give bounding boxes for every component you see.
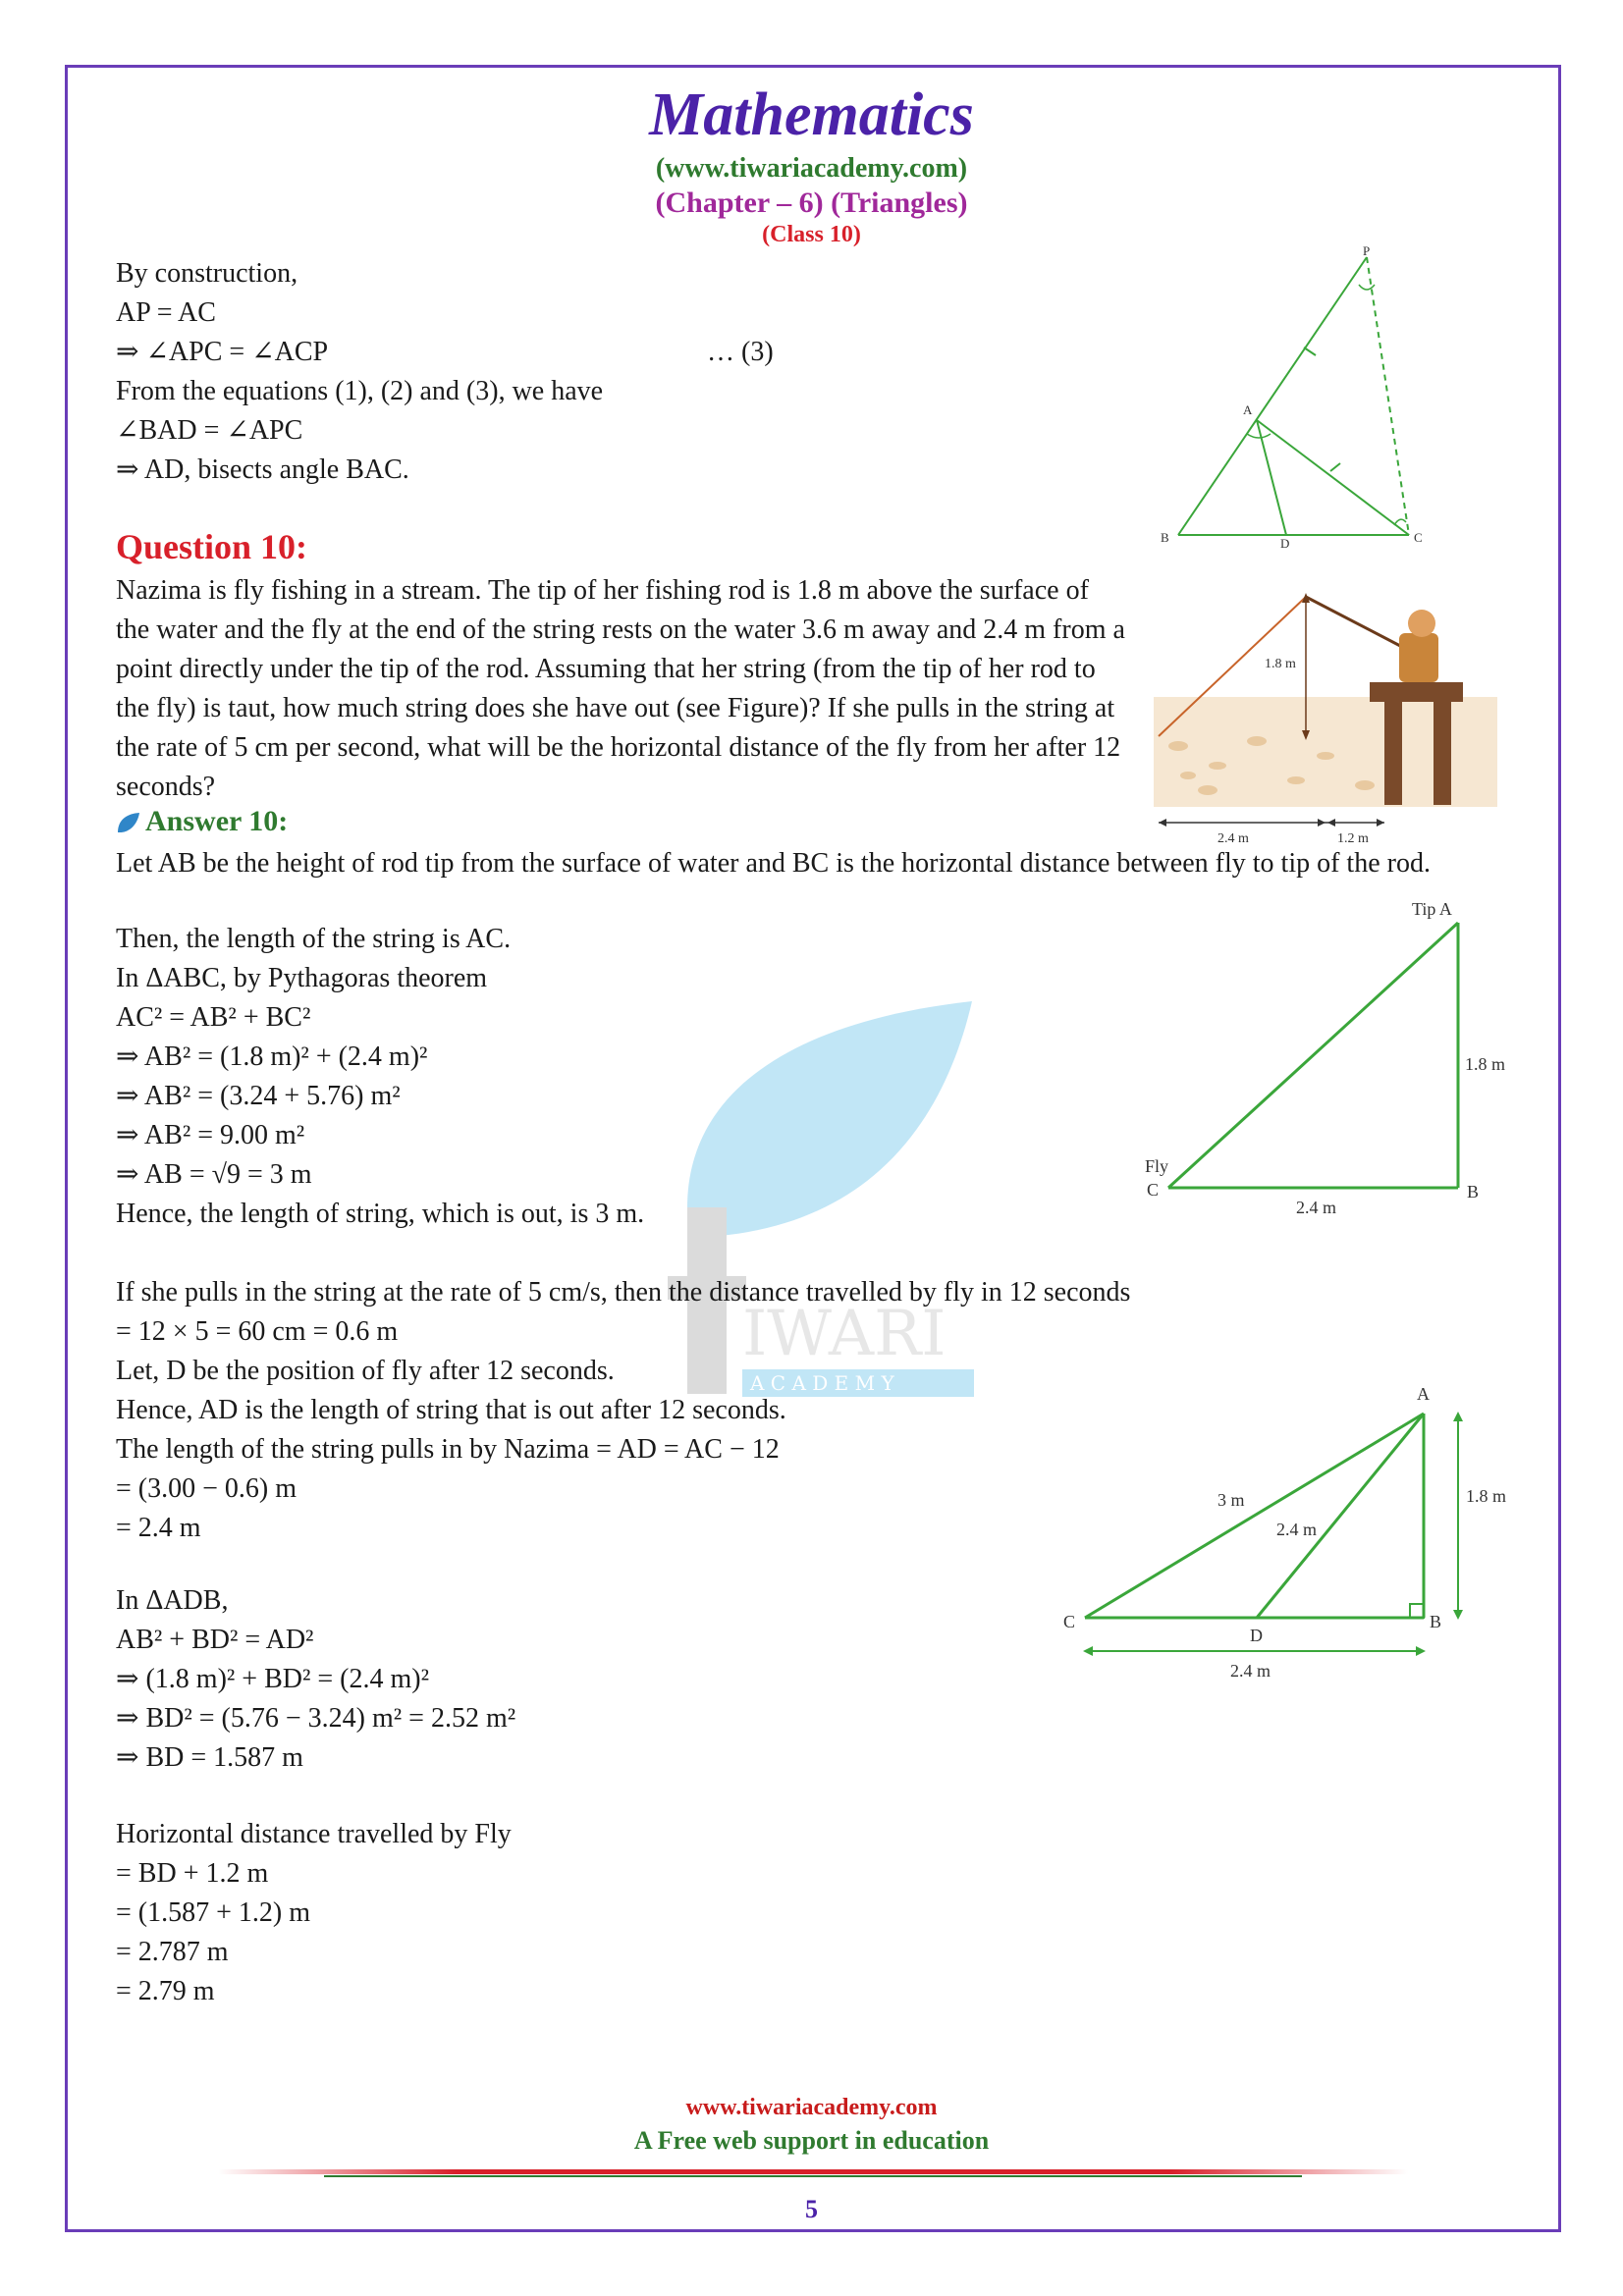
answer-line-b3: Let, D be the position of fly after 12 seconds. bbox=[116, 1356, 615, 1386]
answer-line-b6: = (3.00 − 0.6) m bbox=[116, 1473, 298, 1504]
page-number: 5 bbox=[805, 2195, 818, 2223]
figure-triangle-adb bbox=[1055, 1374, 1527, 1698]
figure-fishing-scene bbox=[1149, 589, 1502, 844]
answer-line-a4: ⇒ AB² = (1.8 m)² + (2.4 m)² bbox=[116, 1041, 428, 1072]
header-url: (www.tiwariacademy.com) bbox=[655, 153, 968, 184]
answer-line-a2: In ΔABC, by Pythagoras theorem bbox=[116, 963, 488, 993]
answer-line-a5: ⇒ AB² = (3.24 + 5.76) m² bbox=[116, 1081, 401, 1111]
fig1-label-a: A bbox=[1243, 402, 1253, 417]
proof-line-6: ⇒ AD, bisects angle BAC. bbox=[116, 454, 409, 485]
answer-line-a1: Then, the length of the string is AC. bbox=[116, 924, 512, 954]
answer-line-b7: = 2.4 m bbox=[116, 1513, 201, 1543]
answer-line-d2: = BD + 1.2 m bbox=[116, 1858, 269, 1889]
fig2-base-label: 2.4 m bbox=[1217, 831, 1249, 844]
answer-intro: Let AB be the height of rod tip from the surface of water and BC is the horizontal distance between fly to tip of the rod. bbox=[116, 848, 1431, 879]
answer-line-a7: ⇒ AB = √9 = 3 m bbox=[116, 1159, 312, 1190]
proof-line-3: ⇒ ∠APC = ∠ACP bbox=[116, 337, 329, 367]
answer-line-a3: AC² = AB² + BC² bbox=[116, 1002, 311, 1033]
fig4-a-label: A bbox=[1417, 1384, 1430, 1404]
equation-ref: … (3) bbox=[707, 337, 774, 367]
figure-triangle-bisector bbox=[1149, 245, 1463, 550]
answer-line-a6: ⇒ AB² = 9.00 m² bbox=[116, 1120, 305, 1150]
fig1-label-c: C bbox=[1414, 530, 1423, 545]
fig3-fly-label: Fly bbox=[1145, 1156, 1169, 1176]
fig2-height-label: 1.8 m bbox=[1265, 657, 1296, 671]
answer-line-c5: ⇒ BD = 1.587 m bbox=[116, 1742, 303, 1773]
fig4-b-label: B bbox=[1430, 1612, 1442, 1631]
watermark-logo bbox=[648, 982, 982, 1414]
header-class: (Class 10) bbox=[762, 222, 861, 247]
answer-line-d1: Horizontal distance travelled by Fly bbox=[116, 1819, 512, 1849]
figure-right-triangle bbox=[1139, 893, 1512, 1217]
fig3-height-label: 1.8 m bbox=[1465, 1054, 1506, 1074]
answer-line-a8: Hence, the length of string, which is out, is 3 m. bbox=[116, 1199, 645, 1229]
answer-line-c1: In ΔADB, bbox=[116, 1585, 229, 1616]
answer-line-c2: AB² + BD² = AD² bbox=[116, 1625, 314, 1655]
answer-line-b1: If she pulls in the string at the rate of 5 cm/s, then the distance travelled by fly in 12 seconds bbox=[116, 1277, 1131, 1308]
answer-line-b2: = 12 × 5 = 60 cm = 0.6 m bbox=[116, 1316, 399, 1347]
fig1-label-b: B bbox=[1161, 530, 1169, 545]
fig2-gap-label: 1.2 m bbox=[1337, 831, 1369, 844]
fig4-ad-label: 2.4 m bbox=[1276, 1520, 1318, 1539]
fig3-b-label: B bbox=[1467, 1182, 1480, 1201]
fig4-d-label: D bbox=[1250, 1626, 1263, 1645]
answer-line-d5: = 2.79 m bbox=[116, 1976, 215, 2006]
footer-tagline: A Free web support in education bbox=[633, 2126, 990, 2155]
proof-line-4: From the equations (1), (2) and (3), we have bbox=[116, 376, 604, 406]
answer-heading bbox=[116, 805, 288, 838]
answer-line-c3: ⇒ (1.8 m)² + BD² = (2.4 m)² bbox=[116, 1664, 429, 1694]
page-title: Mathematics bbox=[649, 81, 974, 148]
answer-line-b5: The length of the string pulls in by Nazima = AD = AC − 12 bbox=[116, 1434, 780, 1465]
fig3-base-label: 2.4 m bbox=[1296, 1198, 1337, 1217]
footer-divider-green bbox=[324, 2175, 1302, 2177]
fig4-height-label: 1.8 m bbox=[1466, 1486, 1507, 1506]
proof-line-2: AP = AC bbox=[116, 297, 216, 328]
fig1-label-p: P bbox=[1363, 245, 1371, 258]
answer-line-b4: Hence, AD is the length of string that is out after 12 seconds. bbox=[116, 1395, 786, 1425]
fig3-c-label: C bbox=[1147, 1180, 1160, 1200]
proof-line-1: By construction, bbox=[116, 258, 298, 289]
footer-url: www.tiwariacademy.com bbox=[685, 2095, 938, 2120]
proof-line-5: ∠BAD = ∠APC bbox=[116, 415, 303, 446]
fig4-hyp-label: 3 m bbox=[1217, 1490, 1245, 1510]
question-heading: Question 10: bbox=[116, 527, 308, 566]
question-text: Nazima is fly fishing in a stream. The tip of her fishing rod is 1.8 m above the surface of the water and the fly at the end of the string rests on the water 3.6 m away and 2.4 m from a point directly under the tip of the rod. Assuming that her string (from the tip of her rod to the fly) is taut, how much string does she have out (see Figure)? If she pulls in the string at the rate of 5 cm per second, what will be the horizontal distance of the fly from her after 12 seconds? bbox=[116, 575, 1125, 802]
answer-line-d4: = 2.787 m bbox=[116, 1937, 229, 1967]
fig3-tip-label: Tip A bbox=[1412, 899, 1452, 919]
fig4-base-label: 2.4 m bbox=[1230, 1661, 1271, 1681]
answer-line-c4: ⇒ BD² = (5.76 − 3.24) m² = 2.52 m² bbox=[116, 1703, 516, 1734]
tiwari-leaf-icon bbox=[116, 811, 141, 836]
fig1-label-d: D bbox=[1280, 536, 1290, 550]
answer-line-d3: = (1.587 + 1.2) m bbox=[116, 1897, 311, 1928]
fig4-c-label: C bbox=[1063, 1612, 1076, 1631]
answer-heading-text: Answer 10: bbox=[145, 805, 289, 837]
footer-divider bbox=[218, 2169, 1408, 2174]
watermark-sub: A C A D E M Y bbox=[750, 1371, 894, 1395]
watermark-word: IWARI bbox=[742, 1298, 947, 1370]
header-chapter: (Chapter – 6) (Triangles) bbox=[655, 187, 968, 219]
